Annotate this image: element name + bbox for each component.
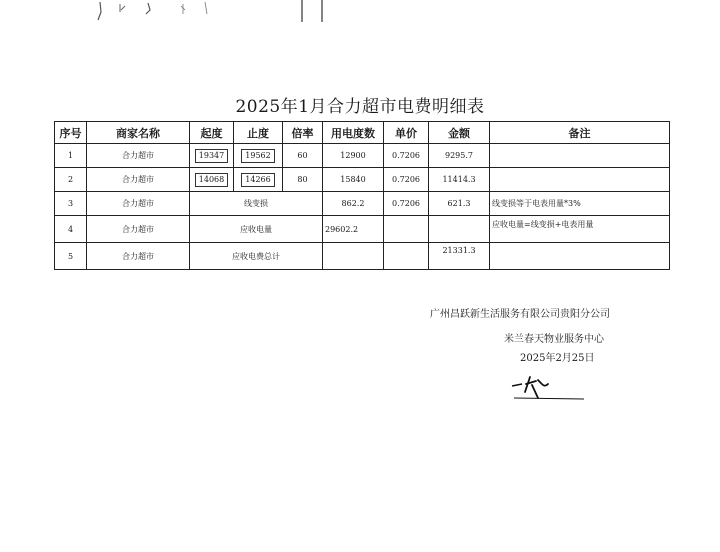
document-date: 2025年2月25日 <box>520 353 595 364</box>
cell-amount: 9295.7 <box>429 144 490 168</box>
cell-multiplier: 60 <box>283 144 323 168</box>
cell-unit-price <box>384 243 429 270</box>
header-no: 序号 <box>55 122 87 144</box>
header-multiplier: 倍率 <box>283 122 323 144</box>
company-name: 广州昌跃新生活服务有限公司贵阳分公司 <box>430 309 610 320</box>
table-row <box>55 168 670 192</box>
electricity-fee-table <box>54 121 670 270</box>
cell-amount: 621.3 <box>429 192 490 216</box>
cell-usage: 12900 <box>323 144 384 168</box>
cell-note: 应收电量=线变损+电表用量 <box>490 216 670 243</box>
cell-unit-price: 0.7206 <box>384 192 429 216</box>
cell-note <box>490 243 670 270</box>
scan-artifacts <box>0 0 720 30</box>
table-header-row <box>55 122 670 144</box>
cell-amount: 21331.3 <box>429 243 490 270</box>
cell-start-reading: 14068 <box>190 168 234 192</box>
cell-merchant: 合力超市 <box>87 243 190 270</box>
cell-multiplier: 80 <box>283 168 323 192</box>
cell-item-label: 应收电费总计 <box>190 243 323 270</box>
table-row <box>55 144 670 168</box>
cell-no: 1 <box>55 144 87 168</box>
header-usage: 用电度数 <box>323 122 384 144</box>
cell-unit-price <box>384 216 429 243</box>
cell-item-label: 线变损 <box>190 192 323 216</box>
cell-amount <box>429 216 490 243</box>
cell-note: 线变损等于电表用量*3% <box>490 192 670 216</box>
cell-unit-price: 0.7206 <box>384 168 429 192</box>
cell-end-reading: 19562 <box>234 144 283 168</box>
table-row <box>55 243 670 270</box>
cell-merchant: 合力超市 <box>87 144 190 168</box>
header-end-reading: 止度 <box>234 122 283 144</box>
cell-unit-price: 0.7206 <box>384 144 429 168</box>
table-row <box>55 216 670 243</box>
cell-note <box>490 144 670 168</box>
cell-note <box>490 168 670 192</box>
cell-end-reading: 14266 <box>234 168 283 192</box>
cell-amount: 11414.3 <box>429 168 490 192</box>
cell-usage <box>323 243 384 270</box>
cell-usage: 862.2 <box>323 192 384 216</box>
cell-no: 4 <box>55 216 87 243</box>
header-merchant: 商家名称 <box>87 122 190 144</box>
cell-usage: 29602.2 <box>323 216 384 243</box>
cell-merchant: 合力超市 <box>87 192 190 216</box>
cell-no: 3 <box>55 192 87 216</box>
handwritten-signature <box>508 372 588 404</box>
header-unit-price: 单价 <box>384 122 429 144</box>
cell-start-reading: 19347 <box>190 144 234 168</box>
document-title: 2025年1月合力超市电费明细表 <box>235 97 485 117</box>
header-start-reading: 起度 <box>190 122 234 144</box>
table-row <box>55 192 670 216</box>
header-note: 备注 <box>490 122 670 144</box>
cell-merchant: 合力超市 <box>87 216 190 243</box>
service-center-name: 米兰春天物业服务中心 <box>504 334 604 345</box>
cell-no: 2 <box>55 168 87 192</box>
cell-no: 5 <box>55 243 87 270</box>
cell-usage: 15840 <box>323 168 384 192</box>
cell-item-label: 应收电量 <box>190 216 323 243</box>
header-amount: 金额 <box>429 122 490 144</box>
cell-merchant: 合力超市 <box>87 168 190 192</box>
